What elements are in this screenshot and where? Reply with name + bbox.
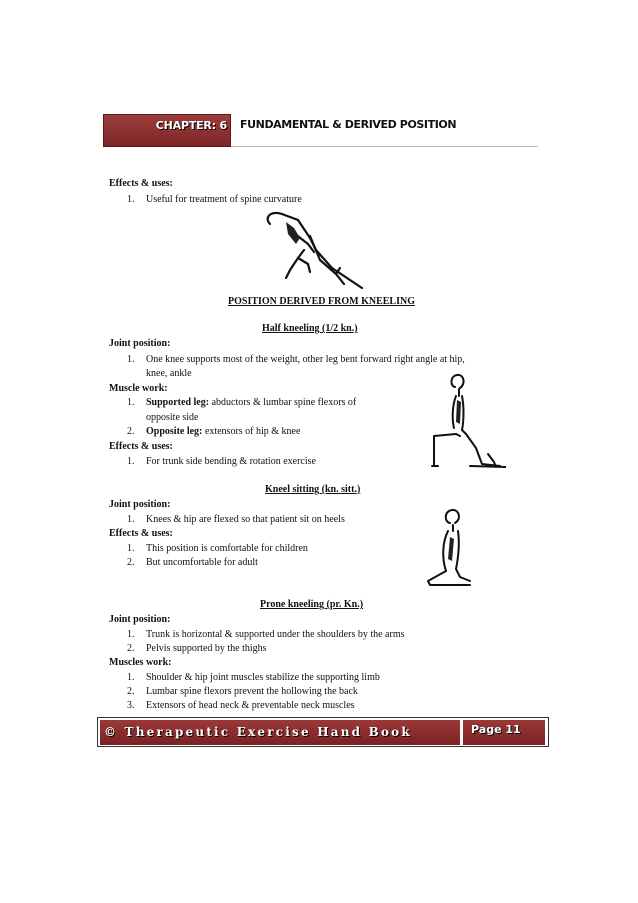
list-item: 1. This position is comfortable for children bbox=[127, 543, 308, 554]
half-kneeling-figure-illustration bbox=[428, 372, 506, 470]
effects-heading: Effects & uses: bbox=[109, 528, 173, 539]
list-item: 1. Knees & hip are flexed so that patient sit on heels bbox=[127, 514, 345, 525]
joint-position-heading: Joint position: bbox=[109, 614, 171, 625]
list-item: 1. Trunk is horizontal & supported under the shoulders by the arms bbox=[127, 629, 405, 640]
list-item: 3. Extensors of head neck & preventable neck muscles bbox=[127, 700, 355, 711]
list-item: 2. Pelvis supported by the thighs bbox=[127, 643, 267, 654]
chapter-badge bbox=[103, 114, 231, 147]
list-item: 1. One knee supports most of the weight, other leg bent forward right angle at hip, bbox=[127, 354, 465, 365]
section-title: POSITION DERIVED FROM KNEELING bbox=[228, 296, 415, 307]
list-item-continuation: opposite side bbox=[146, 412, 199, 423]
header-divider bbox=[231, 146, 538, 147]
page-number: Page 11 bbox=[471, 723, 521, 736]
list-item: 1. For trunk side bending & rotation exercise bbox=[127, 456, 316, 467]
prone-kneeling-title: Prone kneeling (pr. Kn.) bbox=[260, 599, 364, 610]
muscle-work-heading: Muscle work: bbox=[109, 383, 168, 394]
squat-figure-illustration bbox=[258, 208, 373, 290]
list-item: 2. Lumbar spine flexors prevent the hollowing the back bbox=[127, 686, 358, 697]
joint-position-heading: Joint position: bbox=[109, 499, 171, 510]
effects-heading: Effects & uses: bbox=[109, 441, 173, 452]
list-item: 2. But uncomfortable for adult bbox=[127, 557, 258, 568]
footer-book-title: © Therapeutic Exercise Hand Book bbox=[104, 725, 412, 739]
kneel-sitting-title: Kneel sitting (kn. sitt.) bbox=[265, 484, 361, 495]
list-item: 2. Opposite leg: extensors of hip & knee bbox=[127, 426, 301, 437]
list-item: 1. Supported leg: abductors & lumbar spine flexors of bbox=[127, 397, 357, 408]
list-item: 1. Useful for treatment of spine curvature bbox=[127, 194, 302, 205]
chapter-title: FUNDAMENTAL & DERIVED POSITION bbox=[240, 118, 457, 131]
chapter-label: CHAPTER: 6 bbox=[155, 119, 227, 132]
joint-position-heading: Joint position: bbox=[109, 338, 171, 349]
list-item-continuation: knee, ankle bbox=[146, 368, 192, 379]
intro-effects-heading: Effects & uses: bbox=[109, 178, 173, 189]
kneel-sitting-figure-illustration bbox=[424, 507, 476, 587]
list-item: 1. Shoulder & hip joint muscles stabilize the supporting limb bbox=[127, 672, 380, 683]
muscles-work-heading: Muscles work: bbox=[109, 657, 172, 668]
half-kneeling-title: Half kneeling (1/2 kn.) bbox=[262, 323, 358, 334]
